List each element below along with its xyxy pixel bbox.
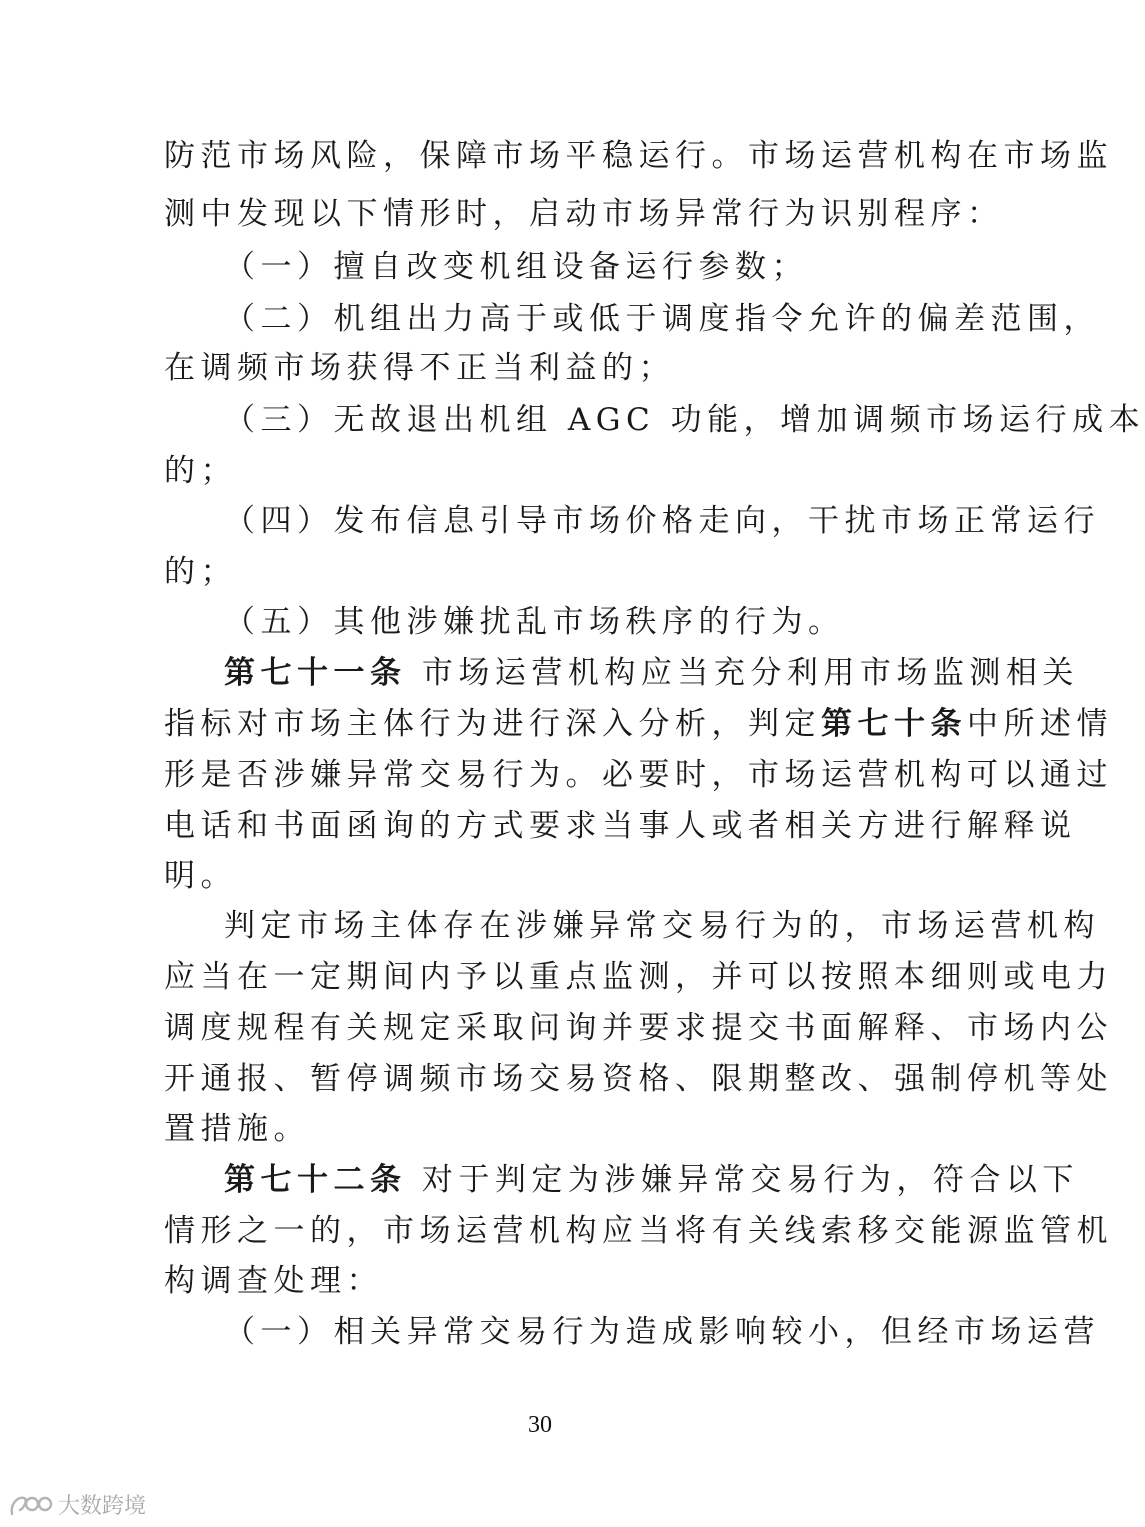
article-heading: 第七十一条: [224, 655, 407, 691]
article-text: 市场运营机构应当充分利用市场监测相关: [421, 655, 1079, 691]
text-line: 置措施。: [164, 1111, 310, 1147]
text-span: 中所述情: [967, 706, 1113, 742]
text-line: 判定市场主体存在涉嫌异常交易行为的，市场运营机构: [224, 908, 1100, 944]
article-72-line-1: [224, 1155, 1079, 1205]
text-line: 的；: [164, 453, 237, 489]
article-71-line-2: [164, 699, 1113, 749]
watermark-logo-icon: [8, 1490, 54, 1520]
list-item: （一）相关异常交易行为造成影响较小，但经市场运营: [224, 1314, 1100, 1350]
watermark-brand: 大数跨境: [58, 1494, 147, 1519]
text-line: 明。: [164, 858, 237, 894]
text-line: 的；: [164, 554, 237, 590]
article-71-line-1: [224, 648, 1079, 698]
list-item: （二）机组出力高于或低于调度指令允许的偏差范围，: [224, 301, 1100, 337]
text-line: 构调查处理：: [164, 1263, 383, 1299]
text-line: 电话和书面函询的方式要求当事人或者相关方进行解释说: [164, 808, 1077, 844]
text-line: 在调频市场获得不正当利益的；: [164, 350, 675, 386]
text-line: 防范市场风险，保障市场平稳运行。市场运营机构在市场监: [164, 138, 1113, 174]
text-line: 测中发现以下情形时，启动市场异常行为识别程序：: [164, 196, 1004, 232]
text-line: 开通报、暂停调频市场交易资格、限期整改、强制停机等处: [164, 1061, 1113, 1097]
list-item: （一）擅自改变机组设备运行参数；: [224, 249, 808, 285]
list-item: （三）无故退出机组 AGC 功能，增加调频市场运行成本: [224, 402, 1145, 438]
text-line: 应当在一定期间内予以重点监测，并可以按照本细则或电力: [164, 959, 1113, 995]
list-item: （五）其他涉嫌扰乱市场秩序的行为。: [224, 604, 845, 640]
text-line: 情形之一的，市场运营机构应当将有关线索移交能源监管机: [164, 1213, 1113, 1249]
list-item: （四）发布信息引导市场价格走向，干扰市场正常运行: [224, 503, 1100, 539]
text-line: 形是否涉嫌异常交易行为。必要时，市场运营机构可以通过: [164, 757, 1113, 793]
page-number: 30: [528, 1412, 552, 1438]
text-line: 调度规程有关规定采取问询并要求提交书面解释、市场内公: [164, 1010, 1113, 1046]
article-heading: 第七十二条: [224, 1162, 407, 1198]
article-reference: 第七十条: [821, 706, 967, 742]
watermark: [8, 1489, 146, 1520]
article-text: 对于判定为涉嫌异常交易行为，符合以下: [421, 1162, 1079, 1198]
text-span: 指标对市场主体行为进行深入分析，判定: [164, 706, 821, 742]
